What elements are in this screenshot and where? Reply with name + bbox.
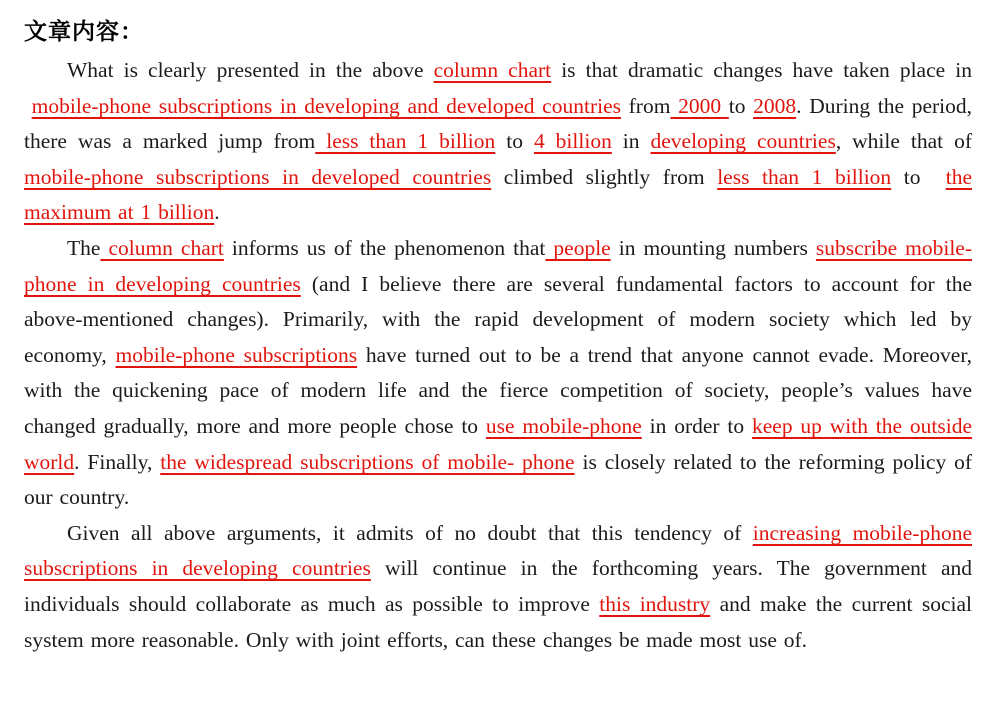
paragraph-3 (24, 516, 972, 658)
article-body (24, 53, 972, 658)
text-run: (and I believe there are several fundamental factors to account for the above-mentioned changes). Primarily, with the rapid development of modern society which led by economy, (24, 271, 972, 367)
highlighted-phrase: use mobile-phone (485, 413, 642, 438)
text-run: will continue in the forthcoming years. The government and individuals should collaborate as much as possible to improve (24, 556, 972, 616)
text-run: have turned out to be a trend that anyone cannot evade. Moreover, with the quickening pace of modern life and the fierce competition of society, people’s values have changed gradually, more and more people chose to (24, 342, 972, 438)
text-run: in (611, 129, 651, 154)
highlighted-phrase: 2000 (670, 93, 729, 118)
text-run: from (620, 93, 671, 118)
highlighted-phrase: people (545, 235, 611, 260)
highlighted-phrase: the widespread subscriptions of mobile- phone (160, 449, 575, 474)
highlighted-phrase: mobile-phone subscriptions in developed countries (24, 164, 492, 189)
highlighted-phrase: increasing mobile-phone subscriptions in developing countries (24, 520, 972, 581)
highlighted-phrase: less than 1 billion (315, 129, 496, 154)
highlighted-phrase: mobile-phone subscriptions (115, 342, 358, 367)
paragraph-2 (24, 231, 972, 516)
highlighted-phrase: subscribe mobile-phone in developing countries (24, 235, 972, 296)
highlighted-phrase: less than 1 billion (717, 164, 892, 189)
text-run: to (891, 164, 946, 189)
text-run: . Finally, (74, 449, 161, 474)
highlighted-phrase: column chart (433, 58, 552, 82)
text-run: to (495, 129, 534, 154)
highlighted-phrase: 2008 (753, 93, 797, 118)
highlighted-phrase: this industry (599, 591, 711, 616)
highlighted-phrase: mobile-phone subscriptions in developing and developed countries (31, 93, 621, 118)
text-run: What is clearly presented in the above (67, 58, 434, 82)
highlighted-phrase: the maximum at 1 billion (24, 164, 972, 225)
highlighted-phrase: keep up with the outside world (24, 413, 973, 474)
paragraph-1 (24, 53, 972, 231)
highlighted-phrase: column chart (100, 235, 224, 260)
highlighted-phrase: developing countries (650, 129, 836, 154)
text-run: . (214, 200, 220, 225)
highlighted-phrase: 4 billion (533, 129, 612, 154)
text-run: in order to (641, 413, 752, 438)
text-run: Given all above arguments, it admits of no doubt that this tendency of (67, 520, 753, 545)
text-run: and make the current social system more reasonable. Only with joint efforts, can these changes be made most use of. (24, 591, 972, 652)
text-run: informs us of the phenomenon that (223, 235, 546, 260)
article-content-heading: 文章内容： (24, 18, 144, 44)
text-run: is that dramatic changes have taken place in (24, 58, 972, 118)
text-run: , while that of (835, 129, 973, 154)
text-run: . During the period, there was a marked jump from (24, 93, 973, 154)
text-run: to (728, 93, 754, 118)
text-run: The (67, 235, 101, 260)
text-run: climbed slightly from (491, 164, 718, 189)
text-run: is closely related to the reforming policy of our country. (24, 449, 972, 510)
text-run: in mounting numbers (610, 235, 816, 260)
